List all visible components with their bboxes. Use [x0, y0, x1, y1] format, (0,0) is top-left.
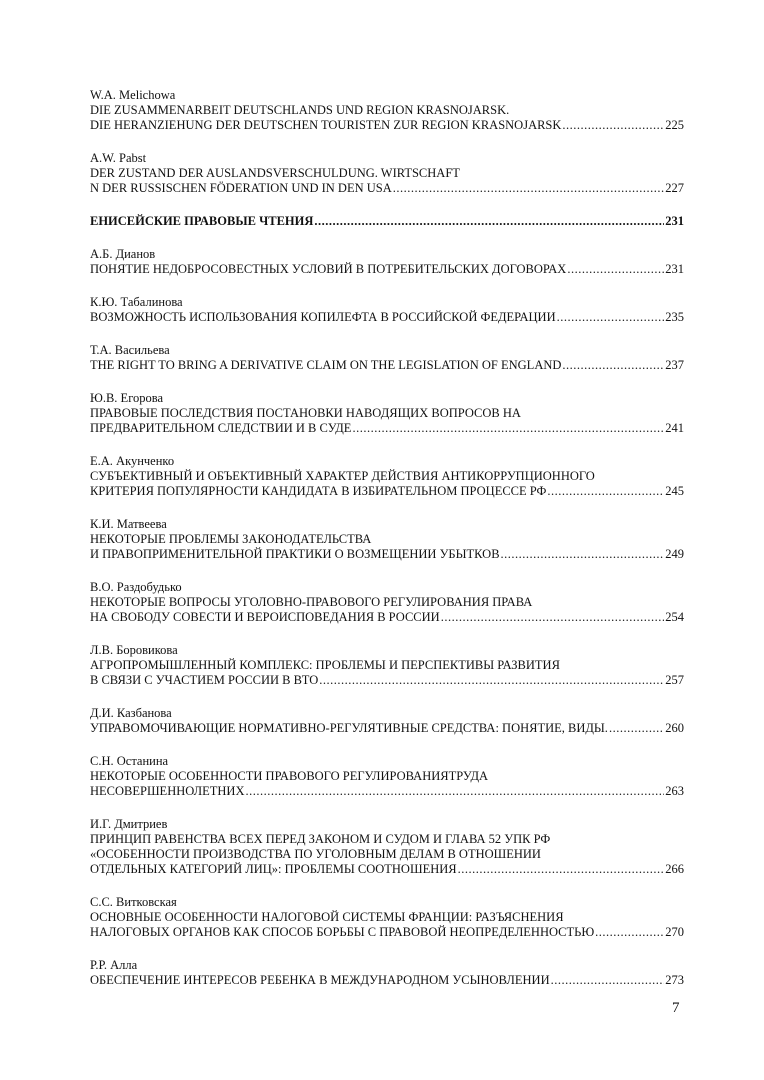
toc-leader-dots	[557, 310, 665, 325]
toc-author: К.И. Матвеева	[90, 517, 167, 531]
toc-leader-dots	[458, 862, 665, 877]
toc-author: К.Ю. Табалинова	[90, 295, 183, 309]
toc-page-ref: 273	[665, 973, 684, 987]
toc-author: Т.А. Васильева	[90, 343, 170, 357]
toc-page-ref: 260	[665, 721, 684, 735]
toc-entry	[90, 151, 684, 196]
toc-entry	[90, 247, 684, 277]
toc-title-text: КРИТЕРИЯ ПОПУЛЯРНОСТИ КАНДИДАТА В ИЗБИРАТЕЛЬНОМ ПРОЦЕССЕ РФ	[90, 484, 547, 498]
toc-author: W.A. Melichowa	[90, 88, 176, 102]
toc-title-line	[90, 784, 684, 799]
toc-title-line	[90, 358, 684, 373]
toc-title-line	[90, 421, 684, 436]
toc-author: И.Г. Дмитриев	[90, 817, 168, 831]
toc-author: A.W. Pabst	[90, 151, 147, 165]
toc-title-text: В СВЯЗИ С УЧАСТИЕМ РОССИИ В ВТО	[90, 673, 319, 687]
toc-title-text: И ПРАВОПРИМЕНИТЕЛЬНОЙ ПРАКТИКИ О ВОЗМЕЩЕНИИ УБЫТКОВ	[90, 547, 500, 561]
toc-entry	[90, 706, 684, 736]
toc-entry	[90, 754, 684, 799]
toc-leader-dots	[562, 118, 664, 133]
toc-title-line: СУБЪЕКТИВНЫЙ И ОБЪЕКТИВНЫЙ ХАРАКТЕР ДЕЙСТВИЯ АНТИКОРРУПЦИОННОГО	[90, 469, 595, 483]
toc-page-ref: 235	[665, 310, 684, 324]
toc-page-ref: 231	[665, 262, 684, 276]
toc-leader-dots	[319, 673, 664, 688]
toc-title-text: ВОЗМОЖНОСТЬ ИСПОЛЬЗОВАНИЯ КОПИЛЕФТА В РОССИЙСКОЙ ФЕДЕРАЦИИ	[90, 310, 556, 324]
toc-leader-dots	[547, 484, 664, 499]
toc-title-line	[90, 262, 684, 277]
toc-entry	[90, 958, 684, 988]
toc-entry	[90, 391, 684, 436]
toc-leader-dots	[314, 214, 664, 229]
toc-page-ref: 257	[665, 673, 684, 687]
toc-page-ref: 249	[665, 547, 684, 561]
toc-title-line	[90, 214, 684, 229]
toc-title-text: THE RIGHT TO BRING A DERIVATIVE CLAIM ON THE LEGISLATION OF ENGLAND	[90, 358, 562, 372]
toc-leader-dots	[441, 610, 665, 625]
toc-entry	[90, 580, 684, 625]
toc-leader-dots	[246, 784, 665, 799]
toc-page-ref: 241	[665, 421, 684, 435]
toc-leader-dots	[562, 358, 664, 373]
toc-title-line	[90, 181, 684, 196]
toc-title-line: НЕКОТОРЫЕ ОСОБЕННОСТИ ПРАВОВОГО РЕГУЛИРОВАНИЯТРУДА	[90, 769, 489, 783]
toc-title-text: ПОНЯТИЕ НЕДОБРОСОВЕСТНЫХ УСЛОВИЙ В ПОТРЕБИТЕЛЬСКИХ ДОГОВОРАХ	[90, 262, 567, 276]
toc-title-line	[90, 673, 684, 688]
toc-title-line	[90, 721, 684, 736]
toc-leader-dots	[551, 973, 665, 988]
toc-title-text: УПРАВОМОЧИВАЮЩИЕ НОРМАТИВНО-РЕГУЛЯТИВНЫЕ СРЕДСТВА: ПОНЯТИЕ, ВИДЫ.	[90, 721, 608, 735]
toc-entry	[90, 295, 684, 325]
toc-author: Р.Р. Алла	[90, 958, 138, 972]
toc-title-line: «ОСОБЕННОСТИ ПРОИЗВОДСТВА ПО УГОЛОВНЫМ ДЕЛАМ В ОТНОШЕНИИ	[90, 847, 541, 861]
toc-title-line	[90, 862, 684, 877]
toc-title-text: ОБЕСПЕЧЕНИЕ ИНТЕРЕСОВ РЕБЕНКА В МЕЖДУНАРОДНОМ УСЫНОВЛЕНИИ	[90, 973, 550, 987]
toc-entry	[90, 517, 684, 562]
toc-section-heading	[90, 214, 684, 229]
toc-title-line	[90, 118, 684, 133]
toc-page-ref: 225	[665, 118, 684, 132]
toc-title-text: N DER RUSSISCHEN FÖDERATION UND IN DEN USA	[90, 181, 392, 195]
toc-title-line	[90, 973, 684, 988]
toc-page-ref: 254	[665, 610, 684, 624]
toc-title-line: DIE ZUSAMMENARBEIT DEUTSCHLANDS UND REGION KRASNOJARSK.	[90, 103, 510, 117]
toc-title-line: АГРОПРОМЫШЛЕННЫЙ КОМПЛЕКС: ПРОБЛЕМЫ И ПЕРСПЕКТИВЫ РАЗВИТИЯ	[90, 658, 560, 672]
toc-author: Д.И. Казбанова	[90, 706, 172, 720]
toc-page-ref: 263	[665, 784, 684, 798]
toc-title-text: ЕНИСЕЙСКИЕ ПРАВОВЫЕ ЧТЕНИЯ	[90, 214, 314, 228]
toc-title-text: ОТДЕЛЬНЫХ КАТЕГОРИЙ ЛИЦ»: ПРОБЛЕМЫ СООТНОШЕНИЯ	[90, 862, 457, 876]
toc-entry	[90, 643, 684, 688]
toc-entry	[90, 454, 684, 499]
toc-title-text: ПРЕДВАРИТЕЛЬНОМ СЛЕДСТВИИ И В СУДЕ	[90, 421, 352, 435]
toc-author: В.О. Раздобудько	[90, 580, 182, 594]
toc-title-line: DER ZUSTAND DER AUSLANDSVERSCHULDUNG. WIRTSCHAFT	[90, 166, 460, 180]
toc-leader-dots	[567, 262, 664, 277]
toc-author: С.Н. Останина	[90, 754, 169, 768]
toc-author: Л.В. Боровикова	[90, 643, 178, 657]
toc-entry	[90, 343, 684, 373]
toc-title-text: НАЛОГОВЫХ ОРГАНОВ КАК СПОСОБ БОРЬБЫ С ПРАВОВОЙ НЕОПРЕДЕЛЕННОСТЬЮ	[90, 925, 595, 939]
toc-title-line: НЕКОТОРЫЕ ПРОБЛЕМЫ ЗАКОНОДАТЕЛЬСТВА	[90, 532, 372, 546]
toc-author: Ю.В. Егорова	[90, 391, 164, 405]
toc-title-line: НЕКОТОРЫЕ ВОПРОСЫ УГОЛОВНО-ПРАВОВОГО РЕГУЛИРОВАНИЯ ПРАВА	[90, 595, 533, 609]
toc-leader-dots	[609, 721, 664, 736]
page-number: 7	[672, 1000, 680, 1016]
toc-leader-dots	[393, 181, 664, 196]
toc-title-text: НА СВОБОДУ СОВЕСТИ И ВЕРОИСПОВЕДАНИЯ В РОССИИ	[90, 610, 440, 624]
toc-author: С.С. Витковская	[90, 895, 177, 909]
toc-title-line	[90, 610, 684, 625]
toc-title-text: DIE HERANZIEHUNG DER DEUTSCHEN TOURISTEN ZUR REGION KRASNOJARSK	[90, 118, 562, 132]
toc-title-line: ОСНОВНЫЕ ОСОБЕННОСТИ НАЛОГОВОЙ СИСТЕМЫ ФРАНЦИИ: РАЗЪЯСНЕНИЯ	[90, 910, 564, 924]
toc-author: Е.А. Акунченко	[90, 454, 175, 468]
toc-title-text: НЕСОВЕРШЕННОЛЕТНИХ	[90, 784, 245, 798]
toc-page-ref: 231	[665, 214, 684, 228]
toc-entry	[90, 88, 684, 133]
toc-author: А.Б. Дианов	[90, 247, 156, 261]
table-of-contents	[90, 88, 684, 1006]
toc-page-ref: 237	[665, 358, 684, 372]
toc-title-line	[90, 925, 684, 940]
toc-title-line: ПРАВОВЫЕ ПОСЛЕДСТВИЯ ПОСТАНОВКИ НАВОДЯЩИХ ВОПРОСОВ НА	[90, 406, 521, 420]
toc-leader-dots	[352, 421, 664, 436]
toc-entry	[90, 817, 684, 877]
toc-page-ref: 245	[665, 484, 684, 498]
toc-title-line	[90, 484, 684, 499]
toc-leader-dots	[595, 925, 664, 940]
toc-title-line: ПРИНЦИП РАВЕНСТВА ВСЕХ ПЕРЕД ЗАКОНОМ И СУДОМ И ГЛАВА 52 УПК РФ	[90, 832, 551, 846]
toc-page-ref: 270	[665, 925, 684, 939]
toc-title-line	[90, 310, 684, 325]
toc-page-ref: 227	[665, 181, 684, 195]
toc-title-line	[90, 547, 684, 562]
toc-leader-dots	[501, 547, 665, 562]
toc-entry	[90, 895, 684, 940]
toc-page-ref: 266	[665, 862, 684, 876]
